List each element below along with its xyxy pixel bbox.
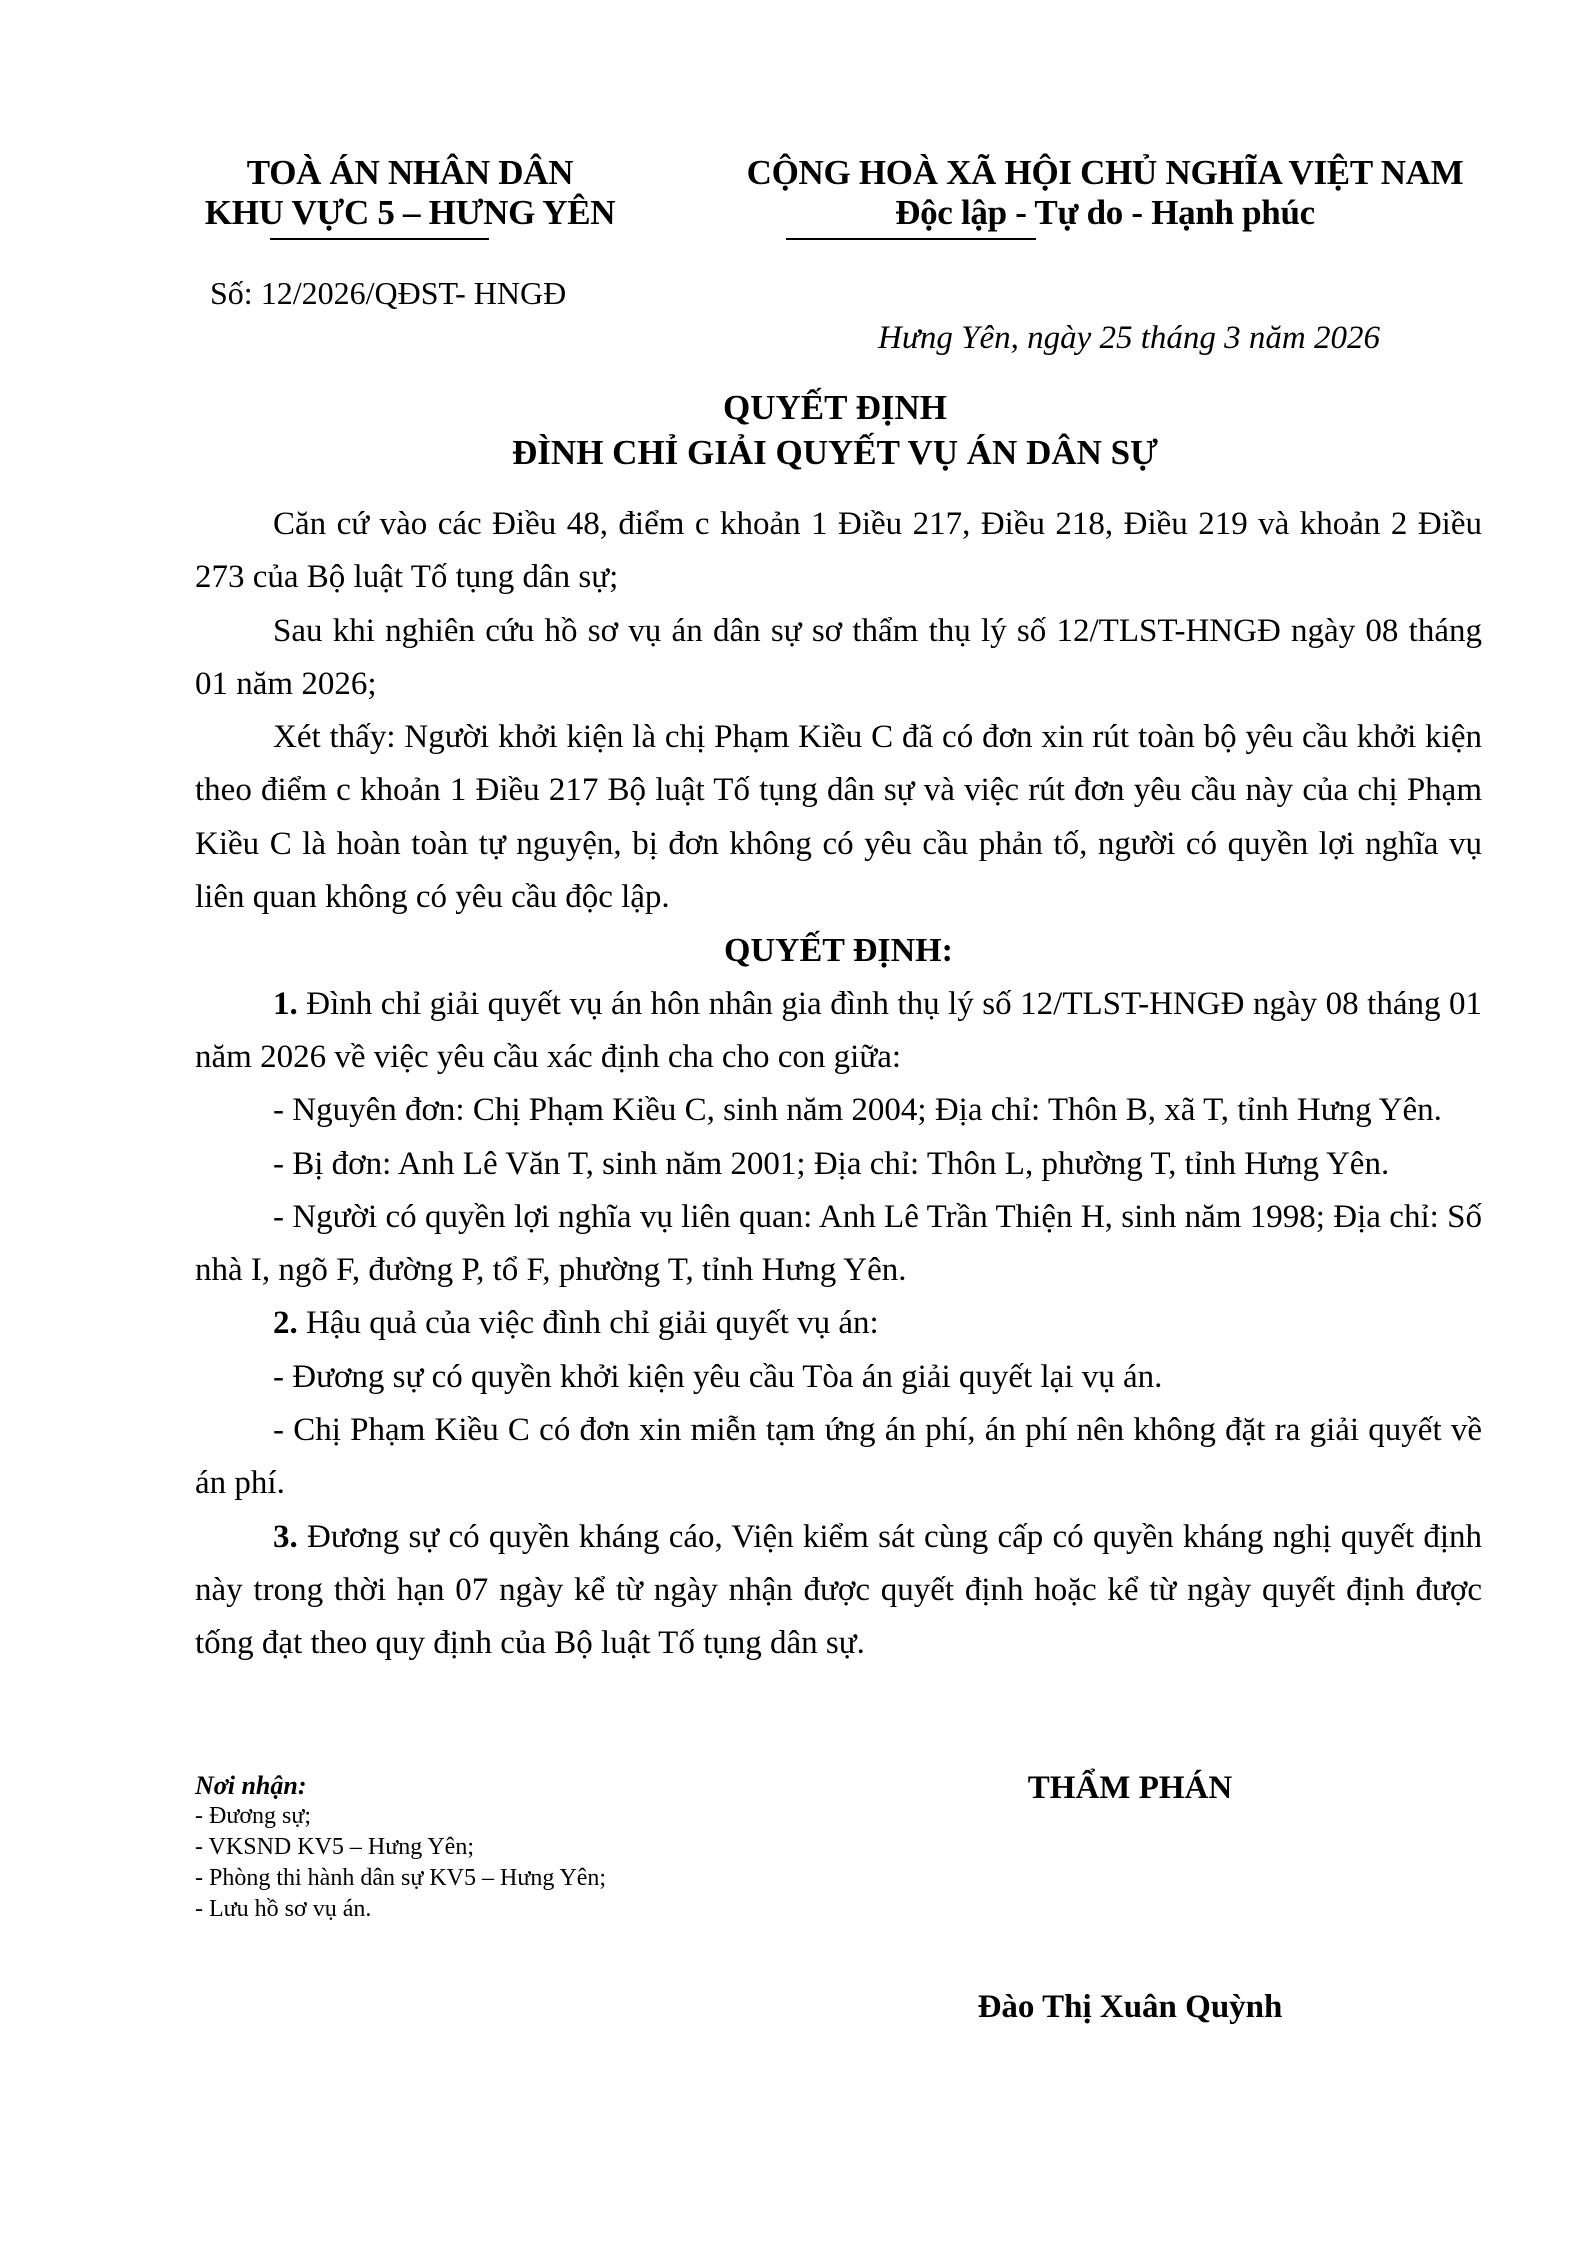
consequence-1: - Đương sự có quyền khởi kiện yêu cầu Tòa án giải quyết lại vụ án. <box>273 1358 1163 1395</box>
motto-underline <box>786 238 1036 240</box>
signer-name: Đào Thị Xuân Quỳnh <box>977 1989 1283 2025</box>
court-name-line2: KHU VỰC 5 – HƯNG YÊN <box>204 193 616 232</box>
decision-item-1 <box>195 978 1482 1085</box>
item-2-number: 2. <box>273 1305 298 1342</box>
item-1-number: 1. <box>273 985 298 1022</box>
document-subtitle: ĐÌNH CHỈ GIẢI QUYẾT VỤ ÁN DÂN SỰ <box>512 433 1158 472</box>
national-motto-block <box>680 153 1530 233</box>
findings-paragraph: Xét thấy: Người khởi kiện là chị Phạm Kiều C đã có đơn xin rút toàn bộ yêu cầu khởi kiện theo điểm c khoản 1 Điều 217 Bộ luật Tố tụng dân sự và việc rút đơn yêu cầu này của chị Phạm Kiều C là hoàn toàn tự nguyện, bị đơn không có yêu cầu phản tố, người có quyền lợi nghĩa vụ liên quan không có yêu cầu độc lập. <box>195 719 1482 916</box>
item-2-text: Hậu quả của việc đình chỉ giải quyết vụ án: <box>297 1305 879 1342</box>
legal-basis-paragraph: Căn cứ vào các Điều 48, điểm c khoản 1 Điều 217, Điều 218, Điều 219 và khoản 2 Điều 273 của Bộ luật Tố tụng dân sự; <box>195 506 1482 596</box>
document-body <box>195 498 1482 1671</box>
item-3-number: 3. <box>273 1518 298 1555</box>
decision-item-2 <box>195 1297 1482 1350</box>
consequence-2: - Chị Phạm Kiều C có đơn xin miễn tạm ứng án phí, án phí nên không đặt ra giải quyết về án phí. <box>195 1412 1482 1502</box>
item-1-text: Đình chỉ giải quyết vụ án hôn nhân gia đình thụ lý số 12/TLST-HNGĐ ngày 08 tháng 01 năm 2026 về việc yêu cầu xác định cha cho con giữa: <box>195 985 1482 1075</box>
court-name-underline <box>270 238 489 240</box>
document-number: Số: 12/2026/QĐST- HNGĐ <box>210 275 567 311</box>
decision-heading: QUYẾT ĐỊNH: <box>724 932 953 970</box>
document-title: QUYẾT ĐỊNH <box>723 388 947 427</box>
country-name: CỘNG HOÀ XÃ HỘI CHỦ NGHĨA VIỆT NAM <box>746 153 1464 192</box>
national-motto: Độc lập - Tự do - Hạnh phúc <box>895 193 1315 232</box>
recipients-block <box>195 1770 615 1925</box>
court-name-line1: TOÀ ÁN NHÂN DÂN <box>246 153 574 192</box>
defendant-info: - Bị đơn: Anh Lê Văn T, sinh năm 2001; Địa chỉ: Thôn L, phường T, tỉnh Hưng Yên. <box>273 1145 1390 1182</box>
recipient-item: - Đương sự; <box>195 1803 312 1829</box>
item-3-text: Đương sự có quyền kháng cáo, Viện kiểm sát cùng cấp có quyền kháng nghị quyết định này trong thời hạn 07 ngày kể từ ngày nhận được quyết định hoặc kể từ ngày quyết định được tống đạt theo quy định của Bộ luật Tố tụng dân sự. <box>195 1518 1482 1662</box>
place-date: Hưng Yên, ngày 25 tháng 3 năm 2026 <box>878 320 1380 356</box>
case-review-paragraph: Sau khi nghiên cứu hồ sơ vụ án dân sự sơ thẩm thụ lý số 12/TLST-HNGĐ ngày 08 tháng 01 năm 2026; <box>195 612 1482 702</box>
recipient-item: - Lưu hồ sơ vụ án. <box>195 1896 372 1922</box>
signer-title: THẨM PHÁN <box>1027 1770 1233 1806</box>
recipient-item: - Phòng thi hành dân sự KV5 – Hưng Yên; <box>195 1865 607 1891</box>
decision-item-3 <box>195 1511 1482 1671</box>
court-name-block <box>190 153 630 233</box>
recipient-item: - VKSND KV5 – Hưng Yên; <box>195 1834 474 1860</box>
recipients-title: Nơi nhận: <box>195 1771 307 1800</box>
related-party-info: - Người có quyền lợi nghĩa vụ liên quan: Anh Lê Trần Thiện H, sinh năm 1998; Địa chỉ: Số nhà I, ngõ F, đường P, tổ F, phường T, tỉnh Hưng Yên. <box>195 1198 1482 1289</box>
plaintiff-info: - Nguyên đơn: Chị Phạm Kiều C, sinh năm 2004; Địa chỉ: Thôn B, xã T, tỉnh Hưng Yên. <box>273 1092 1442 1129</box>
